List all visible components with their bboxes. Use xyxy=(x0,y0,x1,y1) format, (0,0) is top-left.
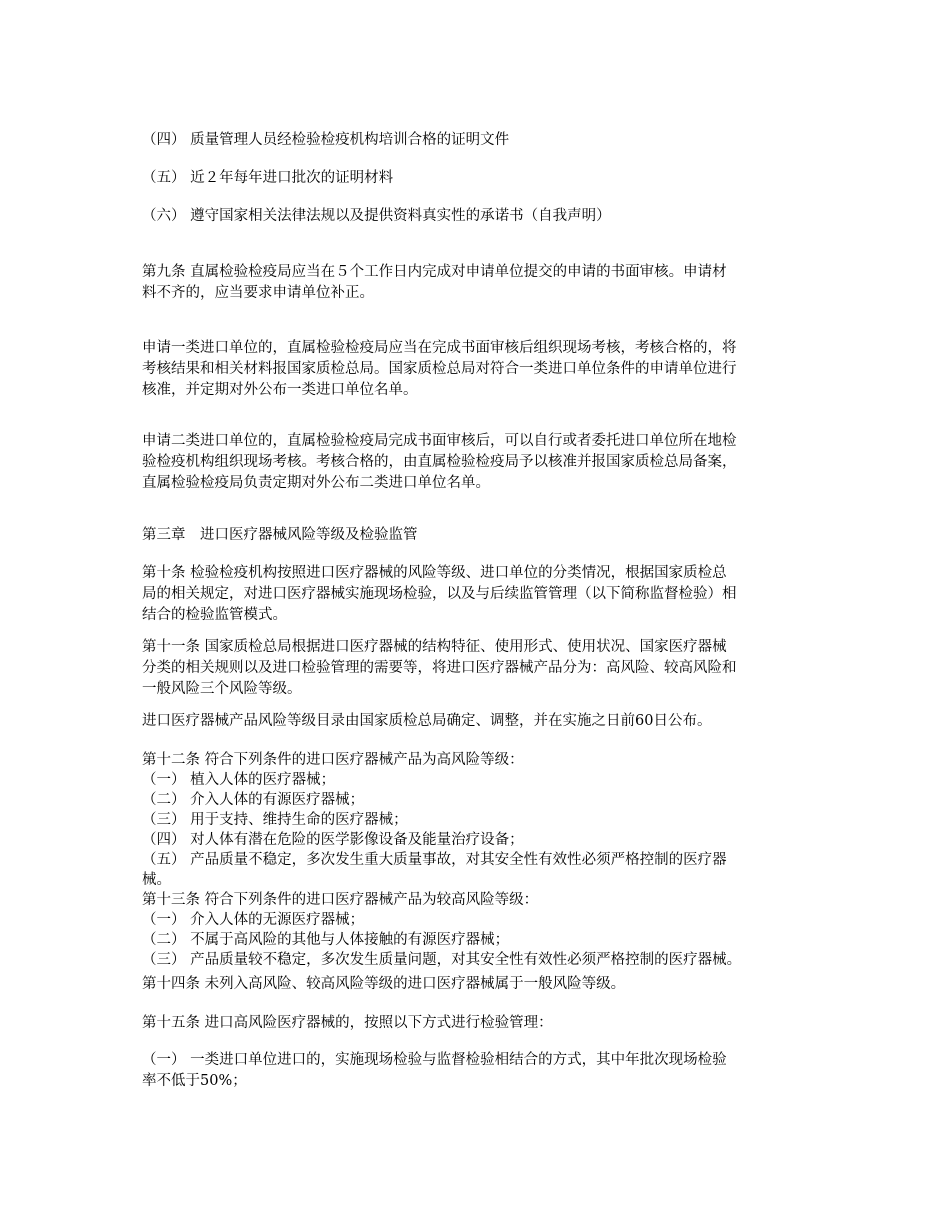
article-9-line-2: 料不齐的，应当要求申请单位补正。 xyxy=(142,285,374,301)
class-2-line-3: 直属检验检疫局负责定期对外公布二类进口单位名单。 xyxy=(142,475,490,491)
article-10-line-3: 结合的检验监管模式。 xyxy=(142,607,287,623)
article-15-item-1-line-2: 率不低于50%； xyxy=(142,1073,247,1089)
article-11-line-3: 一般风险三个风险等级。 xyxy=(142,681,302,697)
article-14-text: 第十四条 未列入高风险、较高风险等级的进口医疗器械属于一般风险等级。 xyxy=(142,976,626,992)
class-2-line-2: 验检疫机构组织现场考核。考核合格的，由直属检验检疫局予以核准并报国家质检总局备案， xyxy=(142,454,737,470)
item-6 xyxy=(142,206,814,227)
article-15-item-1-line-1: （一） 一类进口单位进口的，实施现场检验与监督检验相结合的方式，其中年批次现场检验 xyxy=(142,1052,727,1068)
article-12-item-5-line-1: （五） 产品质量不稳定，多次发生重大质量事故，对其安全性有效性必须严格控制的医疗器 xyxy=(142,852,727,868)
article-9-line-1: 第九条 直属检验检疫局应当在５个工作日内完成对申请单位提交的申请的书面审核。申请材 xyxy=(142,264,727,280)
article-9 xyxy=(142,262,814,304)
article-15-item-1 xyxy=(142,1050,814,1092)
article-11 xyxy=(142,637,814,700)
article-14 xyxy=(142,974,814,995)
class-2-paragraph xyxy=(142,431,814,494)
item-4-text: （四） 质量管理人员经检验检疫机构培训合格的证明文件 xyxy=(142,132,510,148)
article-12-item-1: （一） 植入人体的医疗器械； xyxy=(142,772,336,788)
item-5-text: （五） 近２年每年进口批次的证明材料 xyxy=(142,170,394,186)
item-6-text: （六） 遵守国家相关法律法规以及提供资料真实性的承诺书（自我声明） xyxy=(142,208,611,224)
article-11-line-2: 分类的相关规则以及进口检验管理的需要等，将进口医疗器械产品分为：高风险、较高风险和 xyxy=(142,660,737,676)
article-11-line-1: 第十一条 国家质检总局根据进口医疗器械的结构特征、使用形式、使用状况、国家医疗器械 xyxy=(142,639,727,655)
class-1-line-2: 考核结果和相关材料报国家质检总局。国家质检总局对符合一类进口单位条件的申请单位进行 xyxy=(142,361,737,377)
item-4 xyxy=(142,130,814,151)
article-12-item-3: （三） 用于支持、维持生命的医疗器械； xyxy=(142,812,408,828)
class-1-paragraph xyxy=(142,338,814,401)
item-5 xyxy=(142,168,814,189)
chapter-3-title: 第三章 进口医疗器械风险等级及检验监管 xyxy=(142,527,418,543)
article-12-item-2: （二） 介入人体的有源医疗器械； xyxy=(142,792,365,808)
article-12-13-block xyxy=(142,750,832,970)
article-15-text: 第十五条 进口高风险医疗器械的，按照以下方式进行检验管理： xyxy=(142,1015,553,1031)
article-12-item-5-line-2: 械。 xyxy=(142,872,171,888)
article-15 xyxy=(142,1013,814,1034)
class-1-line-1: 申请一类进口单位的，直属检验检疫局应当在完成书面审核后组织现场考核，考核合格的，将 xyxy=(142,340,737,356)
article-10-line-2: 局的相关规定，对进口医疗器械实施现场检验，以及与后续监管管理（以下简称监督检验）相 xyxy=(142,586,737,602)
article-12-item-4: （四） 对人体有潜在危险的医学影像设备及能量治疗设备； xyxy=(142,832,524,848)
risk-catalog-paragraph xyxy=(142,711,814,732)
article-13-item-1: （一） 介入人体的无源医疗器械； xyxy=(142,912,365,928)
chapter-3-heading xyxy=(142,525,814,546)
article-13-item-3: （三） 产品质量较不稳定，多次发生质量问题，对其安全性有效性必须严格控制的医疗器械。 xyxy=(142,952,742,968)
article-13-item-2: （二） 不属于高风险的其他与人体接触的有源医疗器械； xyxy=(142,932,510,948)
article-10 xyxy=(142,563,814,626)
article-13-title: 第十三条 符合下列条件的进口医疗器械产品为较高风险等级： xyxy=(142,892,539,908)
risk-catalog-text: 进口医疗器械产品风险等级目录由国家质检总局确定、调整，并在实施之日前60日公布。 xyxy=(142,713,712,729)
article-12-title: 第十二条 符合下列条件的进口医疗器械产品为高风险等级： xyxy=(142,752,524,768)
article-10-line-1: 第十条 检验检疫机构按照进口医疗器械的风险等级、进口单位的分类情况，根据国家质检总 xyxy=(142,565,727,581)
class-1-line-3: 核准，并定期对外公布一类进口单位名单。 xyxy=(142,382,418,398)
class-2-line-1: 申请二类进口单位的，直属检验检疫局完成书面审核后，可以自行或者委托进口单位所在地检 xyxy=(142,433,737,449)
